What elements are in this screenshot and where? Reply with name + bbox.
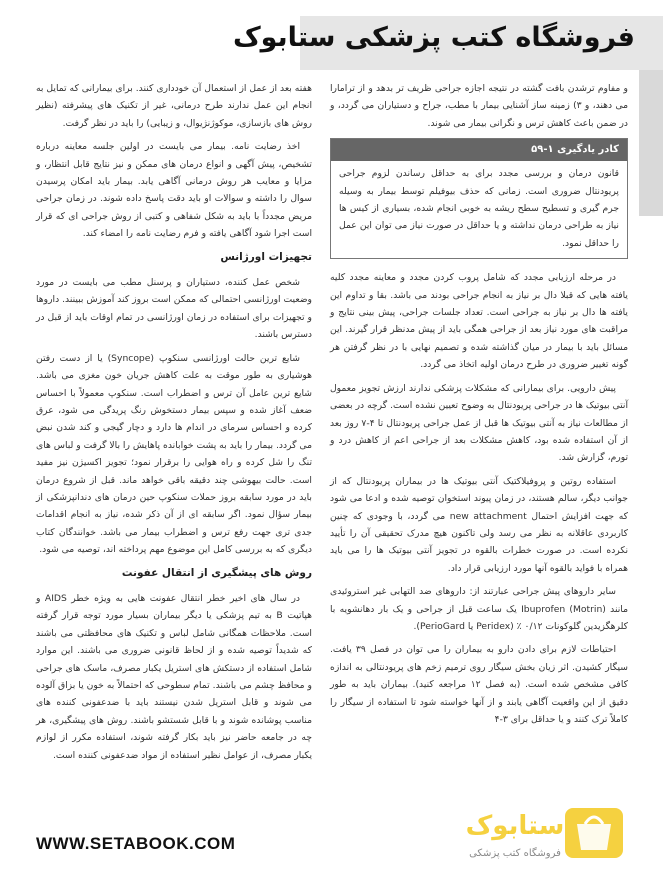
right-column (330, 80, 628, 734)
watermark-brand: ستابوک (465, 811, 565, 841)
section-heading-infection: روش های پیشگیری از انتقال عفونت (121, 566, 312, 579)
section-heading-emergency: تجهیزات اورژانس (220, 250, 312, 263)
footer-url: WWW.SETABOOK.COM (36, 834, 236, 853)
learning-box-body (331, 161, 627, 258)
banner-title: فروشگاه کتب پزشکی ستابوک (232, 22, 635, 53)
watermark-tagline: فروشگاه کتب پزشکی (469, 848, 561, 859)
setabook-logo-watermark (395, 800, 635, 870)
learning-box (330, 138, 628, 259)
paragraph: در سال های اخیر خطر انتقال عفونت هایی به ویژه خطر AIDS و هپاتیت B به تیم پزشکی یا دیگر بیماران بسیار مورد توجه قرار گرفته است. ملاحظات همگانی شامل لباس و تکنیک های محافظتی می باشند که شدیداً توصیه شده و از لحاظ قانونی ضروری می باشند. این موارد شامل استفاده از دستکش های استریل یکبار مصرف، ماسک های جراحی و محافظ چشم می باشند. تمام سطوحی که احتمالاً به خون یا بزاق آلوده می شوند و قابل استریل شدن نیستند باید با ضدعفونی کننده های مناسب پوشانده شوند و با قابل شستشو باشند. روش های پیشگیری، هر چه در جامعه حاضر نیز باید بکار گرفته شوند، استفاده مکرر از لوازم یکبار مصرف، از عوامل نظیر استفاده از مواد ضدعفونی کننده است. (36, 592, 312, 761)
paragraph: شایع ترین حالت اورژانسی سنکوپ (Syncope) یا از دست رفتن هوشیاری به طور موقت به علت کاهش جریان خون مغزی می باشد. شایع ترین عامل آن ترس و اضطراب است. سنکوپ معمولاً با احساس ضعف آغاز شده و سپس بیمار دستخوش رنگ پریدگی می شود، عرق کرده و احساس سرمای در اندام ها دارد و دچار گیجی و کند شدن نبض می گردد. بیمار را باید به پشت خوابانده پاهایش را بالا گرفت و لباس های تنگ را شل کرده و راه هوایی را برقرار نمود؛ تجویز اکسیژن نیز مفید است. حالت بیهوشی چند دقیقه باقی خواهد ماند. قبل از شروع درمان باید در مورد سابقه بروز حملات سنکوپ حین درمان های دندانپزشکی از بیمار سؤال نمود. اگر سابقه ای از آن ذکر شده، نیاز به انجام اقدامات جدی تری جهت رفع ترس و اضطراب بیمار می باشد. خوانندگان کتاب دیگری که به بررسی کامل این موضوع مهم پرداخته اند، توصیه می شود. (36, 352, 312, 556)
paragraph: پیش دارویی. برای بیمارانی که مشکلات پزشکی ندارند ارزش تجویز معمول آنتی بیوتیک ها در جراحی پریودنتال به وضوح تعیین نشده است. گرچه در بعضی از مطالعات نیاز به آنتی بیوتیک ها قبل از عمل جراحی پریودنتال تا ۴-۷ روز بعد از آن استفاده شده بود، کاهش مشکلات بعد از جراحی اعم از کاهش درد و تورم، گزارش شد. (330, 382, 628, 464)
paragraph: اخذ رضایت نامه. بیمار می بایست در اولین جلسه معاینه درباره تشخیص، پیش آگهی و انواع درمان های ممکن و نیز نتایج قابل انتظار، و مزایا و معایب هر روش درمانی آگاهی یابد. بیمار باید امکان پرسیدن سوال را داشته و سوالات او باید دقت پاسخ داده شوند. در زمان جراحی مریض مجدداً با باید به شکل شفاهی و کتبی از روش جراحی ای که قرار است اجرا شود آگاهی یافته و فرم رضایت نامه را امضاء کند. (36, 141, 312, 240)
paragraph: هفته بعد از عمل از استعمال آن خودداری کنند. برای بیمارانی که تمایل به انجام این عمل ندارند طرح درمانی، غیر از تکنیک های پیشرفته (نظیر روش های بازسازی، موکوژنژیوال، و زیبایی) را باید در نظر گرفت. (36, 83, 312, 129)
learning-box-text: قانون درمان و بررسی مجدد برای به حداقل رساندن لزوم جراحی پریودنتال ضروری است. زمانی که حذف بیوفیلم توسط بیمار به وسیله جرم گیری و تسطیح سطح ریشه به خوبی انجام شده، بسیاری از کیس ها نیاز به طراحی درمان نداشته و یا حداقل در صورت نیاز می توان این عمل را حداقل نمود. (339, 168, 619, 249)
header-banner (232, 16, 663, 70)
paragraph: شخص عمل کننده، دستیاران و پرسنل مطب می بایست در مورد وضعیت اورژانسی احتمالی که ممکن است بروز کند آموزش ببینند. داروها و تجهیزات برای استفاده در زمان اورژانسی در تمام اوقات باید از قبل در دسترس باشند. (36, 277, 312, 341)
chapter-side-tab (639, 70, 663, 216)
paragraph: استفاده روتین و پروفیلاکتیک آنتی بیوتیک ها در بیماران پریودنتال که از جوانب دیگر، سالم هستند، در زمان پیوند استخوان توصیه شده و ادعا می شود که جهت افزایش احتمال new attachment می گردد، با وجودی که چنین کاربردی عاقلانه به نظر می رسد ولی تاکنون هیچ مدرک تحقیقی آن را تأیید نکرده است. در صورت خطرات بالقوه در تجویز آنتی بیوتیک ها را می باید همراه با فواید بالقوه آنها مورد ارزیابی قرار داد. (330, 475, 629, 574)
paragraph: در مرحله ارزیابی مجدد که شامل پروب کردن مجدد و معاینه مجدد کلیه یافته هایی که قبلا دال بر نیاز به انجام جراحی بودند می باشد. بقا و تداوم این یافته ها دال بر نیاز به جراحی است. تعداد جلسات جراحی، پیش بینی نتایج و مراقبت های مورد نیاز بعد از جراحی همگی باید از پیش مدنظر قرار گیرند. این مسائل باید با بیمار در میان گذاشته شده و تصمیم نهایی با در نظر گرفتن هر گونه تغییر ضروری در طرح درمان اولیه اتخاذ می گردد. (330, 272, 628, 371)
left-column (36, 80, 312, 770)
paragraph: احتیاطات لازم برای دادن دارو به بیماران را می توان در فصل ۳۹ یافت. سیگار کشیدن. اثر زیان بخش سیگار روی ترمیم زخم های پریودنتالی به اندازه کافی مشخص شده است. (به فصل ۱۲ مراجعه کنید). بیماران باید به طور دقیق از این واقعیت آگاهی یابند و از آنها خواسته شود تا استفاده از سیگار را کاملاً ترک کنند و یا حداقل برای ۳-۴ (330, 644, 628, 725)
paragraph: سایر داروهای پیش جراحی عبارتند از: داروهای ضد التهابی غیر استروئیدی مانند Ibuprofen (Motrin) یک ساعت قبل از جراحی و یک بار دهانشویه با کلرهگزیدین گلوکونات ۰/۱۲ ٪ (Peridex یا PerioGard). (330, 586, 629, 632)
learning-box-title: کادر یادگیری ۱-۵۹ (331, 139, 627, 161)
paragraph: و مفاوم ترشدن بافت گشته در نتیجه اجازه جراحی ظریف تر بدهد و از ترامارا می دهند، و ۳) زمینه ساز آشنایی بیمار با مطب، جراح و دستیاران می گردد، و در ضمن باعث کاهش ترس و نگرانی بیمار می شوند. (330, 83, 628, 129)
